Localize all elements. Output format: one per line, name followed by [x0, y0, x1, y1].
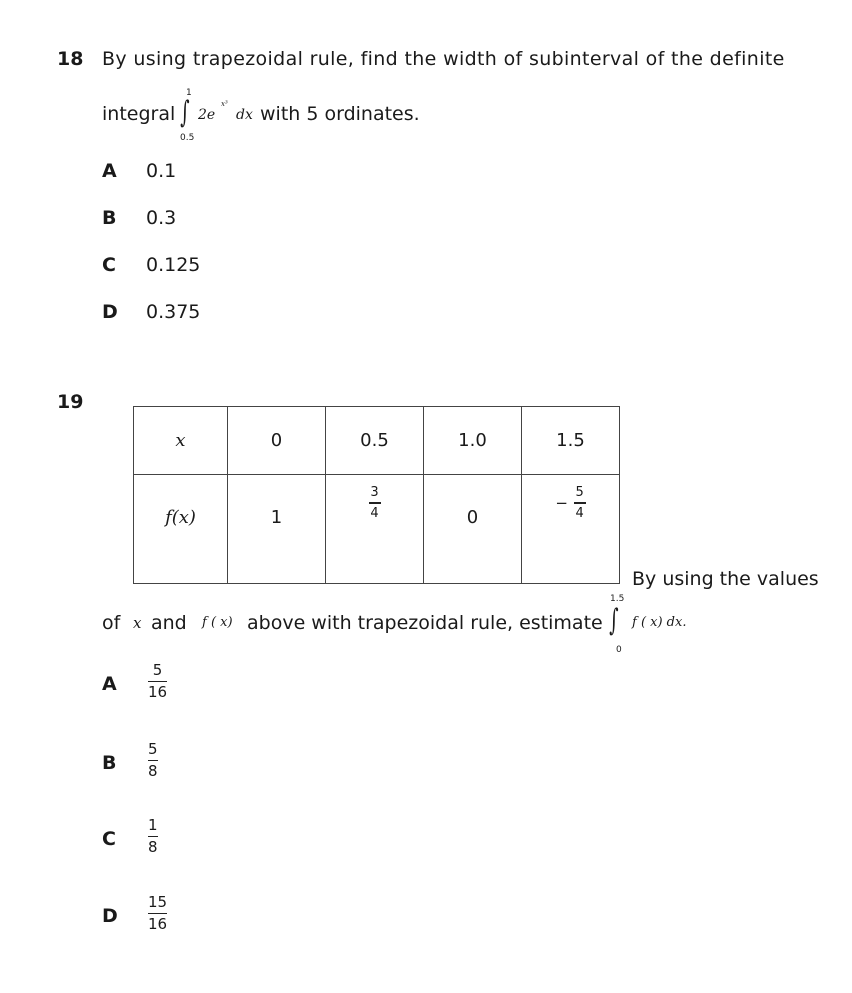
table-cell	[326, 475, 424, 584]
q19-option-d	[148, 894, 167, 933]
denominator: 4	[575, 506, 584, 521]
denominator: 4	[370, 506, 379, 521]
q19-integrand: f ( x) dx.	[632, 615, 687, 630]
q19-text-line2: above with trapezoidal rule, estimate	[247, 612, 603, 634]
numerator: 3	[370, 485, 379, 500]
q19-option-b-letter: B	[102, 752, 117, 774]
q18-dx: dx	[236, 107, 253, 123]
q18-option-c: 0.125	[146, 254, 201, 276]
q19-integral-lower: 0	[616, 645, 622, 655]
table-row-fx	[134, 475, 620, 584]
table-cell: 0.5	[326, 407, 424, 475]
denominator: 16	[148, 915, 168, 933]
q19-option-d-letter: D	[102, 905, 118, 927]
fraction	[574, 485, 586, 521]
q18-integral-upper: 1	[186, 88, 192, 98]
denominator: 8	[148, 762, 158, 780]
q19-option-a	[148, 662, 167, 701]
table-cell: 0	[424, 475, 522, 584]
denominator: 16	[148, 683, 168, 701]
table-row-x	[134, 407, 620, 475]
numerator: 1	[148, 816, 158, 834]
q19-text-and: and	[151, 612, 187, 634]
q19-option-b	[148, 741, 158, 780]
question-number-19: 19	[57, 391, 84, 413]
table-header-x: x	[134, 407, 228, 475]
fraction	[369, 485, 381, 521]
numerator: 15	[148, 893, 168, 911]
table-header-fx: f(x)	[134, 475, 228, 584]
table-cell: 0	[228, 407, 326, 475]
q19-option-c	[148, 817, 158, 856]
question-number-18: 18	[57, 48, 84, 70]
q18-integrand: 2e	[198, 107, 216, 123]
table-cell: 1	[228, 475, 326, 584]
q19-text-right: By using the values	[632, 568, 819, 590]
q18-text-suffix: with 5 ordinates.	[260, 103, 420, 125]
numerator: 5	[575, 485, 584, 500]
q18-option-b: 0.3	[146, 207, 177, 229]
numerator: 5	[152, 661, 163, 679]
q18-integral-lower: 0.5	[180, 133, 195, 143]
q18-text-prefix: integral	[102, 103, 176, 125]
q18-option-c-letter: C	[102, 254, 116, 276]
table-cell: 1.5	[522, 407, 620, 475]
q19-option-a-letter: A	[102, 673, 117, 695]
q18-text-line1: By using trapezoidal rule, find the width of subinterval of the definite	[102, 48, 785, 70]
q18-option-a-letter: A	[102, 160, 117, 182]
q19-option-c-letter: C	[102, 828, 116, 850]
q18-option-b-letter: B	[102, 207, 117, 229]
integral-sign-icon: ∫	[180, 95, 190, 130]
values-table	[133, 406, 620, 584]
q18-option-d-letter: D	[102, 301, 118, 323]
q18-option-a: 0.1	[146, 160, 177, 182]
table-cell: 1.0	[424, 407, 522, 475]
q19-integral-upper: 1.5	[610, 594, 625, 604]
denominator: 8	[148, 838, 158, 856]
q18-option-d: 0.375	[146, 301, 201, 323]
numerator: 5	[148, 740, 158, 758]
q19-var-fx: f ( x)	[202, 615, 233, 630]
q18-exponent: x³	[221, 100, 228, 108]
table-cell	[522, 475, 620, 584]
minus-sign: −	[555, 494, 568, 512]
q19-text-of: of	[102, 612, 121, 634]
integral-sign-icon: ∫	[609, 603, 619, 638]
q19-var-x: x	[133, 614, 142, 632]
